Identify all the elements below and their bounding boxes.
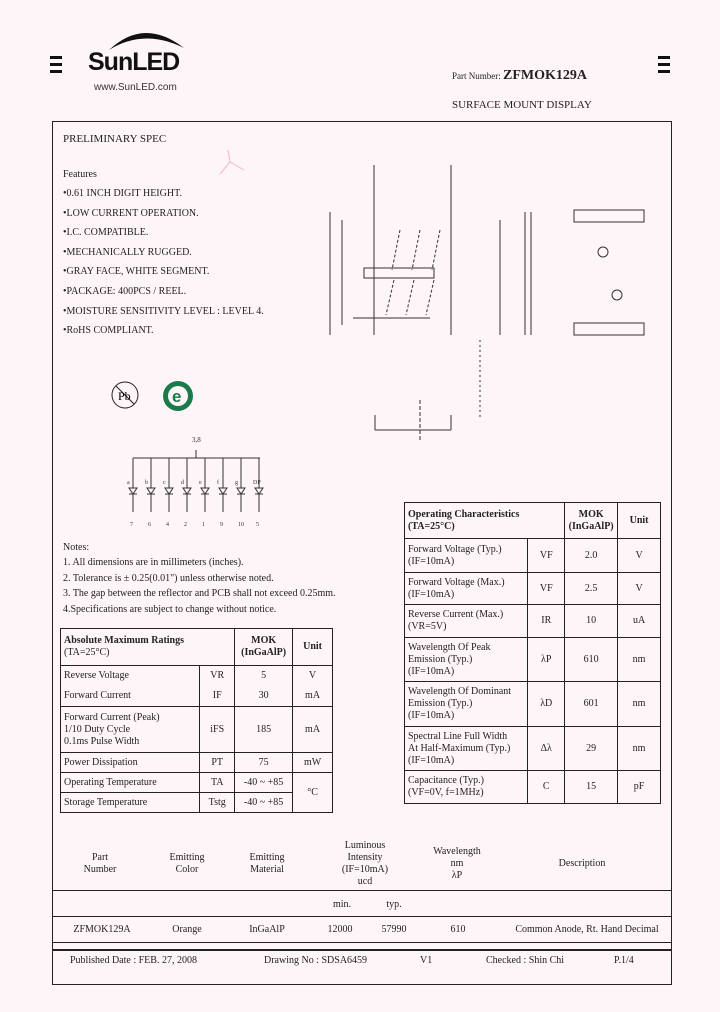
cell: 601 xyxy=(565,682,618,727)
cell: Operating Temperature xyxy=(61,773,200,793)
segment-label: e xyxy=(199,480,202,486)
table-row xyxy=(405,727,661,771)
pin-label: 5 xyxy=(256,522,259,528)
pin-label: 1 xyxy=(202,522,205,528)
feature-item: •PACKAGE: 400PCS / REEL. xyxy=(63,285,187,297)
absolute-max-ratings-table xyxy=(60,628,333,813)
cell: IR xyxy=(528,605,565,638)
pin-label: 7 xyxy=(130,522,133,528)
package-dimension-drawing xyxy=(320,140,660,450)
row-typ: 57990 xyxy=(381,924,407,935)
cell: 185 xyxy=(235,707,293,753)
svg-text:Pb: Pb xyxy=(118,389,131,403)
cell: Spectral Line Full Width At Half-Maximum (Typ.) (IF=10mA) xyxy=(405,727,528,771)
abs-col-mok: MOK (InGaAlP) xyxy=(235,629,293,666)
feature-item: •GRAY FACE, WHITE SEGMENT. xyxy=(63,266,210,278)
cell: 10 xyxy=(565,605,618,638)
cell: 30 xyxy=(235,687,293,707)
op-header: Operating Characteristics (TA=25°C) xyxy=(405,503,565,539)
checked-by: Checked : Shin Chi xyxy=(486,955,565,966)
brand-url: www.SunLED.com xyxy=(94,82,177,93)
cell: Wavelength Of Dominant Emission (Typ.) (IF=10mA) xyxy=(405,682,528,727)
pin-label: 10 xyxy=(238,522,244,528)
cell: °C xyxy=(293,773,333,813)
row-min: 12000 xyxy=(327,924,353,935)
menu-marks-left xyxy=(50,56,62,77)
pb-free-icon xyxy=(110,380,140,410)
cell: mA xyxy=(293,687,333,707)
pin-label: 4 xyxy=(166,522,169,528)
table-row xyxy=(61,666,333,813)
cell: 29 xyxy=(565,727,618,771)
cell: VR xyxy=(200,666,235,687)
cell: nm xyxy=(618,682,661,727)
spec-title: PRELIMINARY SPEC xyxy=(63,133,167,145)
cell: λD xyxy=(528,682,565,727)
cell: uA xyxy=(618,605,661,638)
cell: mA xyxy=(293,707,333,753)
cell: nm xyxy=(618,727,661,771)
diode-d xyxy=(181,458,191,528)
segment-label: DP xyxy=(253,480,261,486)
cell: 2.5 xyxy=(565,573,618,605)
version: V1 xyxy=(420,955,433,966)
sub-typ: typ. xyxy=(386,899,402,910)
diode-e xyxy=(199,458,209,528)
features-title: Features xyxy=(63,169,97,180)
menu-marks-right xyxy=(658,56,670,77)
common-anode-pin: 3,8 xyxy=(192,436,201,444)
watermark-icon xyxy=(218,148,246,178)
cell: PT xyxy=(200,753,235,773)
row-description: Common Anode, Rt. Hand Decimal xyxy=(515,924,659,935)
segment-label: a xyxy=(127,480,130,486)
cell: Δλ xyxy=(528,727,565,771)
part-label: Part Number: xyxy=(452,71,501,81)
col-part-number: Part Number xyxy=(83,852,117,875)
feature-item: •0.61 INCH DIGIT HEIGHT. xyxy=(63,188,182,199)
op-col-mok: MOK (InGaAlP) xyxy=(565,503,618,539)
feature-item: •RoHS COMPLIANT. xyxy=(63,325,154,337)
cell: V xyxy=(293,666,333,687)
segment-label: f xyxy=(217,480,219,486)
cell: 75 xyxy=(235,753,293,773)
col-description: Description xyxy=(558,858,606,869)
cell: 610 xyxy=(565,638,618,682)
svg-text:e: e xyxy=(172,387,182,406)
diode-b xyxy=(145,458,155,528)
feature-item: •MECHANICALLY RUGGED. xyxy=(63,246,192,258)
diode-g xyxy=(235,458,245,528)
cell: V xyxy=(618,573,661,605)
cell: iFS xyxy=(200,707,235,753)
subtitle: SURFACE MOUNT DISPLAY xyxy=(452,99,592,111)
cell: TA xyxy=(200,773,235,793)
cell: Reverse Voltage xyxy=(61,666,200,687)
note-item: 3. The gap between the reflector and PCB shall not exceed 0.25mm. xyxy=(63,588,336,599)
cell: VF xyxy=(528,539,565,573)
col-emitting-color: Emitting Color xyxy=(169,852,205,875)
rohs-e-icon xyxy=(160,378,196,414)
sub-min: min. xyxy=(332,899,352,910)
cell: Storage Temperature xyxy=(61,793,200,813)
page-number: P.1/4 xyxy=(614,955,634,966)
diode-f xyxy=(217,458,227,528)
table-row xyxy=(405,638,661,682)
brand-logo: SunLED xyxy=(88,48,180,76)
cell: -40 ~ +85 xyxy=(235,773,293,793)
table-row xyxy=(405,605,661,638)
cell: mW xyxy=(293,753,333,773)
table-row xyxy=(405,682,661,727)
part-number: ZFMOK129A xyxy=(503,68,587,83)
cell: IF xyxy=(200,687,235,707)
row-wavelength: 610 xyxy=(450,924,466,935)
circuit-diagram xyxy=(100,430,320,540)
cell: 15 xyxy=(565,771,618,804)
cell: Forward Current xyxy=(61,687,200,707)
cell: VF xyxy=(528,573,565,605)
cell: Power Dissipation xyxy=(61,753,200,773)
part-number-heading xyxy=(452,68,587,84)
cell: Forward Voltage (Typ.) (IF=10mA) xyxy=(405,539,528,573)
cell: Wavelength Of Peak Emission (Typ.) (IF=10mA) xyxy=(405,638,528,682)
segment-label: c xyxy=(163,480,166,486)
table-row xyxy=(405,573,661,605)
drawing-number: Drawing No : SDSA6459 xyxy=(264,955,368,966)
segment-label: b xyxy=(145,480,148,486)
cell: -40 ~ +85 xyxy=(235,793,293,813)
notes-list xyxy=(63,557,336,619)
feature-item: •I.C. COMPATIBLE. xyxy=(63,227,149,239)
cell: Forward Voltage (Max.) (IF=10mA) xyxy=(405,573,528,605)
feature-item: •LOW CURRENT OPERATION. xyxy=(63,207,199,219)
op-col-unit: Unit xyxy=(618,503,661,539)
pin-label: 2 xyxy=(184,522,187,528)
cell: nm xyxy=(618,638,661,682)
cell: Capacitance (Typ.) (VF=0V, f=1MHz) xyxy=(405,771,528,804)
row-color: Orange xyxy=(172,924,202,935)
cell: pF xyxy=(618,771,661,804)
product-table xyxy=(52,838,672,958)
note-item: 4.Specifications are subject to change without notice. xyxy=(63,603,277,615)
cell: 5 xyxy=(235,666,293,687)
cell: Forward Current (Peak) 1/10 Duty Cycle 0.1ms Pulse Width xyxy=(61,707,200,753)
segment-label: g xyxy=(235,480,238,486)
diode-c xyxy=(163,458,173,528)
col-luminous-intensity: Luminous Intensity (IF=10mA) ucd xyxy=(341,840,389,887)
feature-item: •MOISTURE SENSITIVITY LEVEL : LEVEL 4. xyxy=(63,305,264,317)
abs-header: Absolute Maximum Ratings (TA=25°C) xyxy=(61,629,235,666)
cell: Reverse Current (Max.) (VR=5V) xyxy=(405,605,528,638)
pin-label: 9 xyxy=(220,522,223,528)
cell: 2.0 xyxy=(565,539,618,573)
pin-label: 6 xyxy=(148,522,151,528)
operating-characteristics-table xyxy=(404,502,661,804)
cell: C xyxy=(528,771,565,804)
row-part-number: ZFMOK129A xyxy=(73,924,131,935)
features-list xyxy=(63,188,264,345)
cell: V xyxy=(618,539,661,573)
segment-label: d xyxy=(181,480,184,486)
notes-title: Notes: xyxy=(63,542,90,553)
cell: Tstg xyxy=(200,793,235,813)
col-emitting-material: Emitting Material xyxy=(249,852,285,875)
row-material: InGaAlP xyxy=(249,924,285,935)
published-date: Published Date : FEB. 27, 2008 xyxy=(70,955,197,966)
cell: λP xyxy=(528,638,565,682)
table-row xyxy=(405,771,661,804)
note-item: 1. All dimensions are in millimeters (inches). xyxy=(63,557,244,568)
note-item: 2. Tolerance is ± 0.25(0.01") unless otherwise noted. xyxy=(63,572,274,584)
abs-col-unit: Unit xyxy=(293,629,333,666)
diode-a xyxy=(127,458,137,528)
table-row xyxy=(405,539,661,573)
col-wavelength: Wavelength nm λP xyxy=(433,846,481,881)
diode-DP xyxy=(253,458,263,528)
